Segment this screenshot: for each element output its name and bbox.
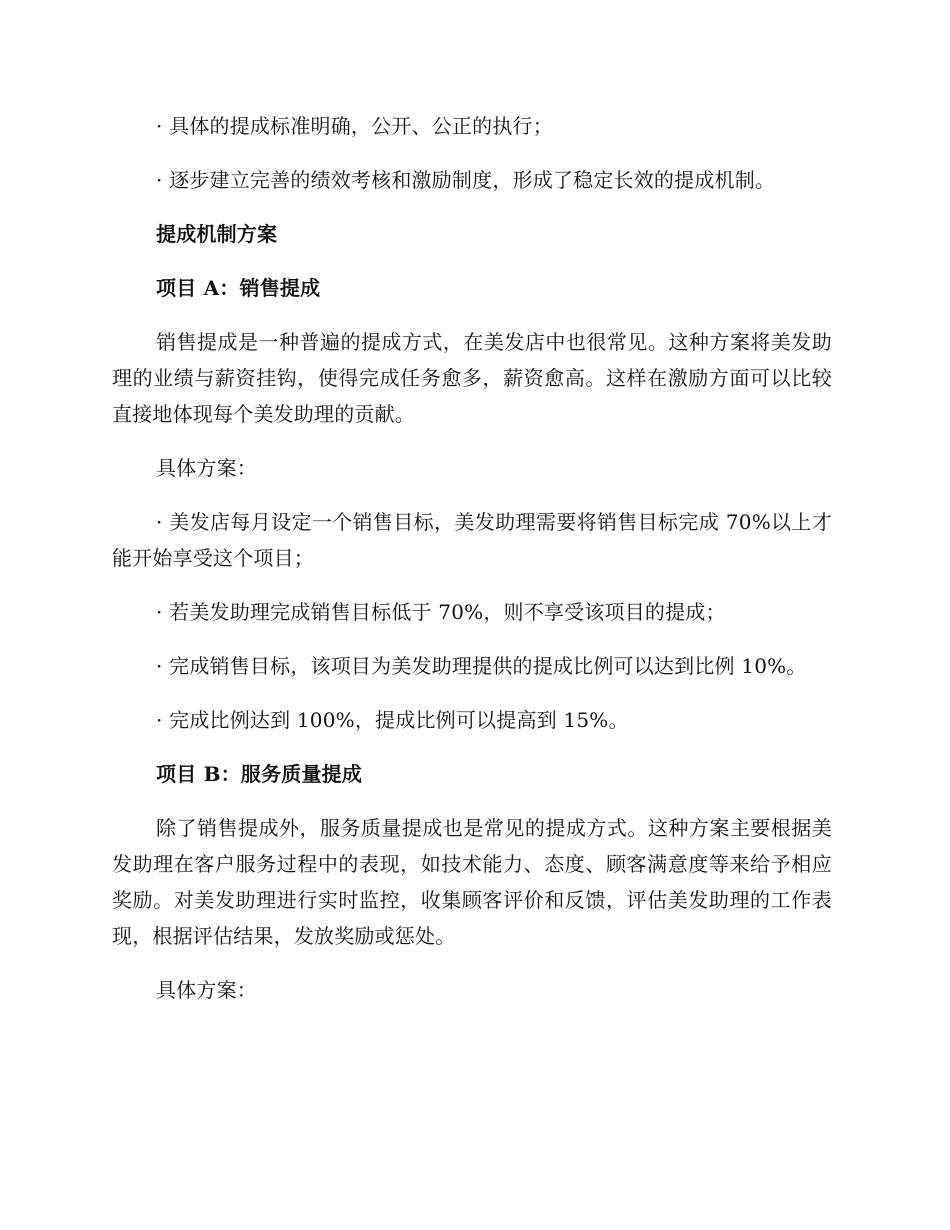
section-heading: 提成机制方案	[156, 222, 278, 246]
bullet-paragraph: · 具体的提成标准明确，公开、公正的执行；	[156, 114, 553, 138]
bullet-paragraph: · 美发店每月设定一个销售目标，美发助理需要将销售目标完成 70%以上才能开始享受这个项目；	[112, 510, 832, 570]
bullet-paragraph: · 若美发助理完成销售目标低于 70%，则不享受该项目的提成；	[156, 600, 726, 624]
project-b-heading: 项目 B：服务质量提成	[156, 762, 363, 786]
bullet-paragraph: · 逐步建立完善的绩效考核和激励制度，形成了稳定长效的提成机制。	[156, 168, 776, 192]
document-body	[112, 108, 832, 1026]
project-a-heading: 项目 A：销售提成	[156, 276, 321, 300]
bullet-paragraph: · 完成销售目标，该项目为美发助理提供的提成比例可以达到比例 10%。	[156, 654, 807, 678]
plan-label: 具体方案：	[156, 978, 257, 1002]
bullet-paragraph: · 完成比例达到 100%，提成比例可以提高到 15%。	[156, 708, 629, 732]
plan-label: 具体方案：	[156, 456, 257, 480]
body-paragraph: 除了销售提成外，服务质量提成也是常见的提成方式。这种方案主要根据美发助理在客户服务过程中的表现，如技术能力、态度、顾客满意度等来给予相应奖励。对美发助理进行实时监控，收集顾客评价和反馈，评估美发助理的工作表现，根据评估结果，发放奖励或惩处。	[112, 816, 832, 948]
body-paragraph: 销售提成是一种普遍的提成方式，在美发店中也很常见。这种方案将美发助理的业绩与薪资挂钩，使得完成任务愈多，薪资愈高。这样在激励方面可以比较直接地体现每个美发助理的贡献。	[112, 330, 832, 426]
